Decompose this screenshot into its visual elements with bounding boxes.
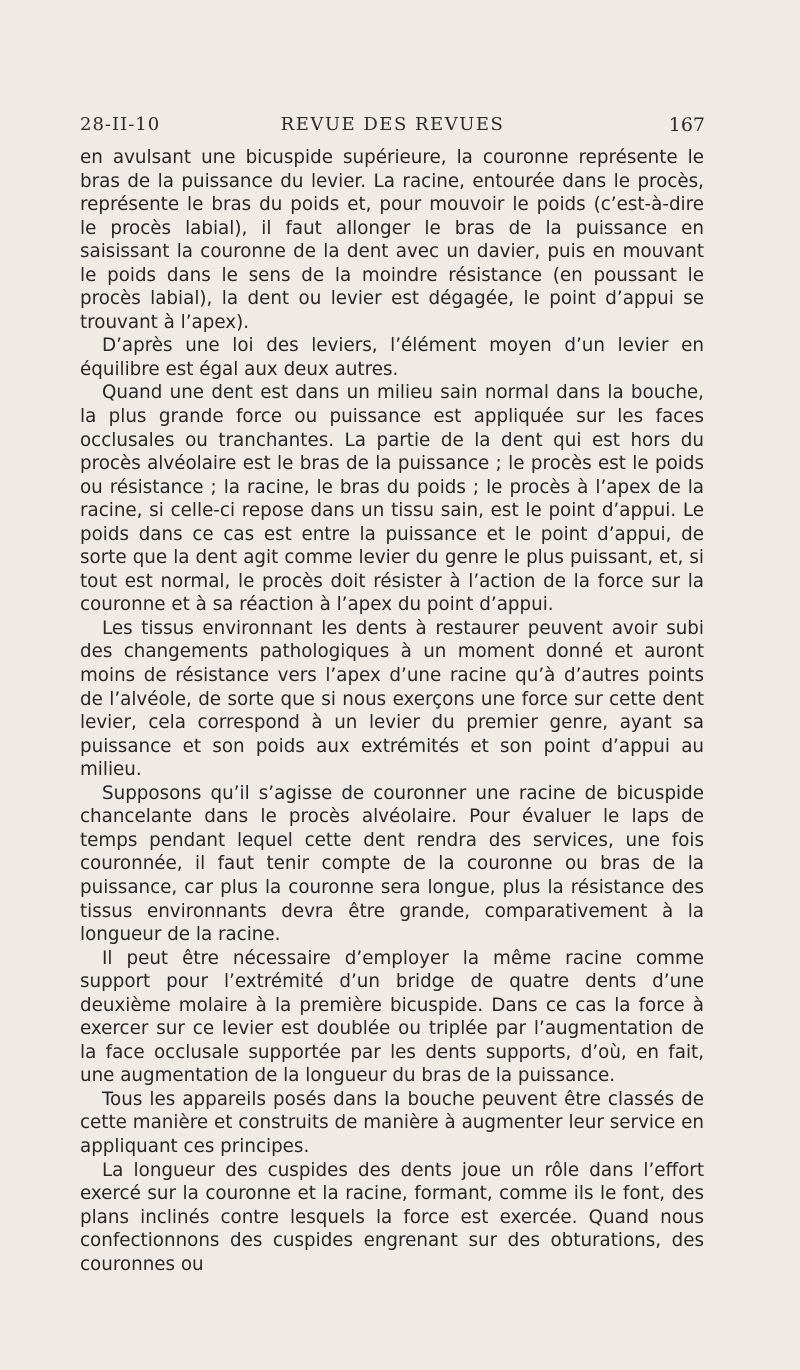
paragraph-5: Supposons qu’il s’agisse de couronner une racine de bicuspide chancelante dans le procès alvéolaire. Pour évaluer le laps de temps pendant lequel cette dent rendra des services, une fois couronnée, il faut tenir compte de la couronne ou bras de la puissance, car plus la couronne sera longue, plus la résistance des tissus environnants devra être grande, comparativement à la longueur de la racine. bbox=[80, 782, 704, 946]
header-title: REVUE DES REVUES bbox=[280, 114, 505, 135]
paragraph-2: D’après une loi des leviers, l’élément moyen d’un levier en équilibre est égal aux deux autres. bbox=[80, 335, 704, 380]
paragraph-6: Il peut être nécessaire d’employer la même racine comme support pour l’extrémité d’un bridge de quatre dents d’une deuxième molaire à la première bicuspide. Dans ce cas la force à exercer sur ce levier est doublée ou triplée par l’augmentation de la face occlusale supportée par les dents supports, d’où, en fait, une augmentation de la longueur du bras de la puissance. bbox=[80, 947, 704, 1087]
paragraph-1: en avulsant une bicuspide supérieure, la couronne représente le bras de la puissance du levier. La racine, entourée dans le procès, représente le bras du poids et, pour mouvoir le poids (c’est-à-dire le procès labial), il faut allonger le bras de la puissance en saisissant la couronne de la dent avec un davier, puis en mouvant le poids dans le sens de la moindre résistance (en poussant le procès labial), la dent ou levier est dégagée, le point d’appui se trouvant à l’apex). bbox=[80, 147, 704, 333]
paragraph-7: Tous les appareils posés dans la bouche peuvent être classés de cette manière et construits de manière à augmenter leur service en appliquant ces principes. bbox=[80, 1088, 704, 1157]
article-body bbox=[80, 146, 704, 1276]
header-date: 28-II-10 bbox=[80, 114, 161, 135]
paragraph-3: Quand une dent est dans un milieu sain normal dans la bouche, la plus grande force ou puissance est appliquée sur les faces occlusales ou tranchantes. La partie de la dent qui est hors du procès alvéolaire est le bras de la puissance ; le procès est le poids ou résistance ; la racine, le bras du poids ; le procès à l’apex de la racine, si celle-ci repose dans un tissu sain, est le point d’appui. Le poids dans ce cas est entre la puissance et le point d’appui, de sorte que la dent agit comme levier du genre le plus puissant, et, si tout est normal, le procès doit résister à l’action de la force sur la couronne et à sa réaction à l’apex du point d’appui. bbox=[80, 382, 704, 616]
page-number: 167 bbox=[668, 114, 705, 136]
paragraph-4: Les tissus environnant les dents à restaurer peuvent avoir subi des changements pathologiques à un moment donné et auront moins de résistance vers l’apex d’une racine qu’à d’autres points de l’alvéole, de sorte que si nous exerçons une force sur cette dent levier, cela correspond à un levier du premier genre, ayant sa puissance et son poids aux extrémités et son point d’appui au milieu. bbox=[80, 617, 704, 781]
running-header bbox=[80, 114, 705, 140]
paragraph-8: La longueur des cuspides des dents joue un rôle dans l’effort exercé sur la couronne et la racine, formant, comme ils le font, des plans inclinés contre lesquels la force est exercée. Quand nous confectionnons des cuspides engrenant sur des obturations, des couronnes ou bbox=[80, 1159, 704, 1275]
